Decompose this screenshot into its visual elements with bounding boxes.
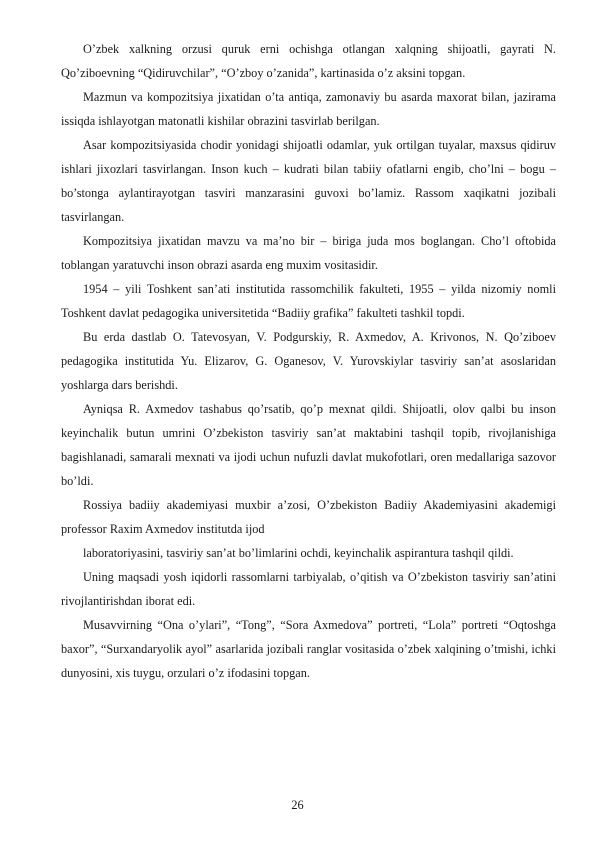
paragraph: Kompozitsiya jixatidan mavzu va ma’no bir – biriga juda mos boglangan. Cho’l oftobida toblangan yaratuvchi inson obrazi asarda eng muxim vositasidir.: [61, 234, 556, 272]
paragraph: Mazmun va kompozitsiya jixatidan o’ta antiqa, zamonaviy bu asarda maxorat bilan, jazirama issiqda ishlayotgan matonatli kishilar obrazini tasvirlab berilgan.: [61, 90, 556, 128]
paragraph: 1954 – yili Toshkent san’ati institutida rassomchilik fakulteti, 1955 – yilda nizomiy nomli Toshkent davlat pedagogika universitetida “Badiiy grafika” fakulteti tashkil topdi.: [61, 282, 556, 320]
paragraph: Uning maqsadi yosh iqidorli rassomlarni tarbiyalab, o’qitish va O’zbekiston tasviriy san’atini rivojlantirishdan iborat edi.: [61, 570, 556, 608]
paragraph: O’zbek xalkning orzusi quruk erni ochishga otlangan xalqning shijoatli, gayrati N. Qo’ziboevning “Qidiruvchilar”, “O’zboy o’zanida”, kartinasida o’z aksini topgan.: [61, 42, 556, 80]
paragraph: Asar kompozitsiyasida chodir yonidagi shijoatli odamlar, yuk ortilgan tuyalar, maxsus qidiruv ishlari jixozlari tasvirlangan. Inson kuch – kudrati bilan tabiiy ofatlarni engib, cho’lni – bogu – bo’stonga aylantirayotgan tasviri manzarasini guvoxi bo’lamiz. Rassom xaqikatni jozibali tasvirlangan.: [61, 138, 556, 224]
paragraph: Musavvirning “Ona o’ylari”, “Tong”, “Sora Axmedova” portreti, “Lola” portreti “Oqtoshga baxor”, “Surxandaryolik ayol” asarlarida jozibali ranglar vositasida o’zbek xalqining o’tmishi, ichki dunyosini, xis tuygu, orzulari o’z ifodasini topgan.: [61, 618, 556, 680]
paragraph: Ayniqsa R. Axmedov tashabus qo’rsatib, qo’p mexnat qildi. Shijoatli, olov qalbi bu inson keyinchalik butun umrini O’zbekiston tasviriy san’at maktabini tashqil topib, rivojlanishiga bagishlanadi, samarali mexnati va ijodi uchun nufuzli davlat mukofotlari, oren medallariga sazovor bo’ldi.: [61, 402, 556, 488]
paragraph: Bu erda dastlab O. Tatevosyan, V. Podgurskiy, R. Axmedov, A. Krivonos, N. Qo’ziboev pedagogika institutida Yu. Elizarov, G. Oganesov, V. Yurovskiylar tasviriy san’at asoslaridan yoshlarga dars berishdi.: [61, 330, 556, 392]
paragraph: laboratoriyasini, tasviriy san’at bo’limlarini ochdi, keyinchalik aspirantura tashqil qildi.: [83, 546, 514, 560]
page-number: 26: [291, 798, 304, 812]
paragraph: Rossiya badiiy akademiyasi muxbir a’zosi, O’zbekiston Badiiy Akademiyasini akademigi professor Raxim Axmedov institutda ijod: [61, 498, 556, 536]
body-text: [61, 37, 556, 685]
